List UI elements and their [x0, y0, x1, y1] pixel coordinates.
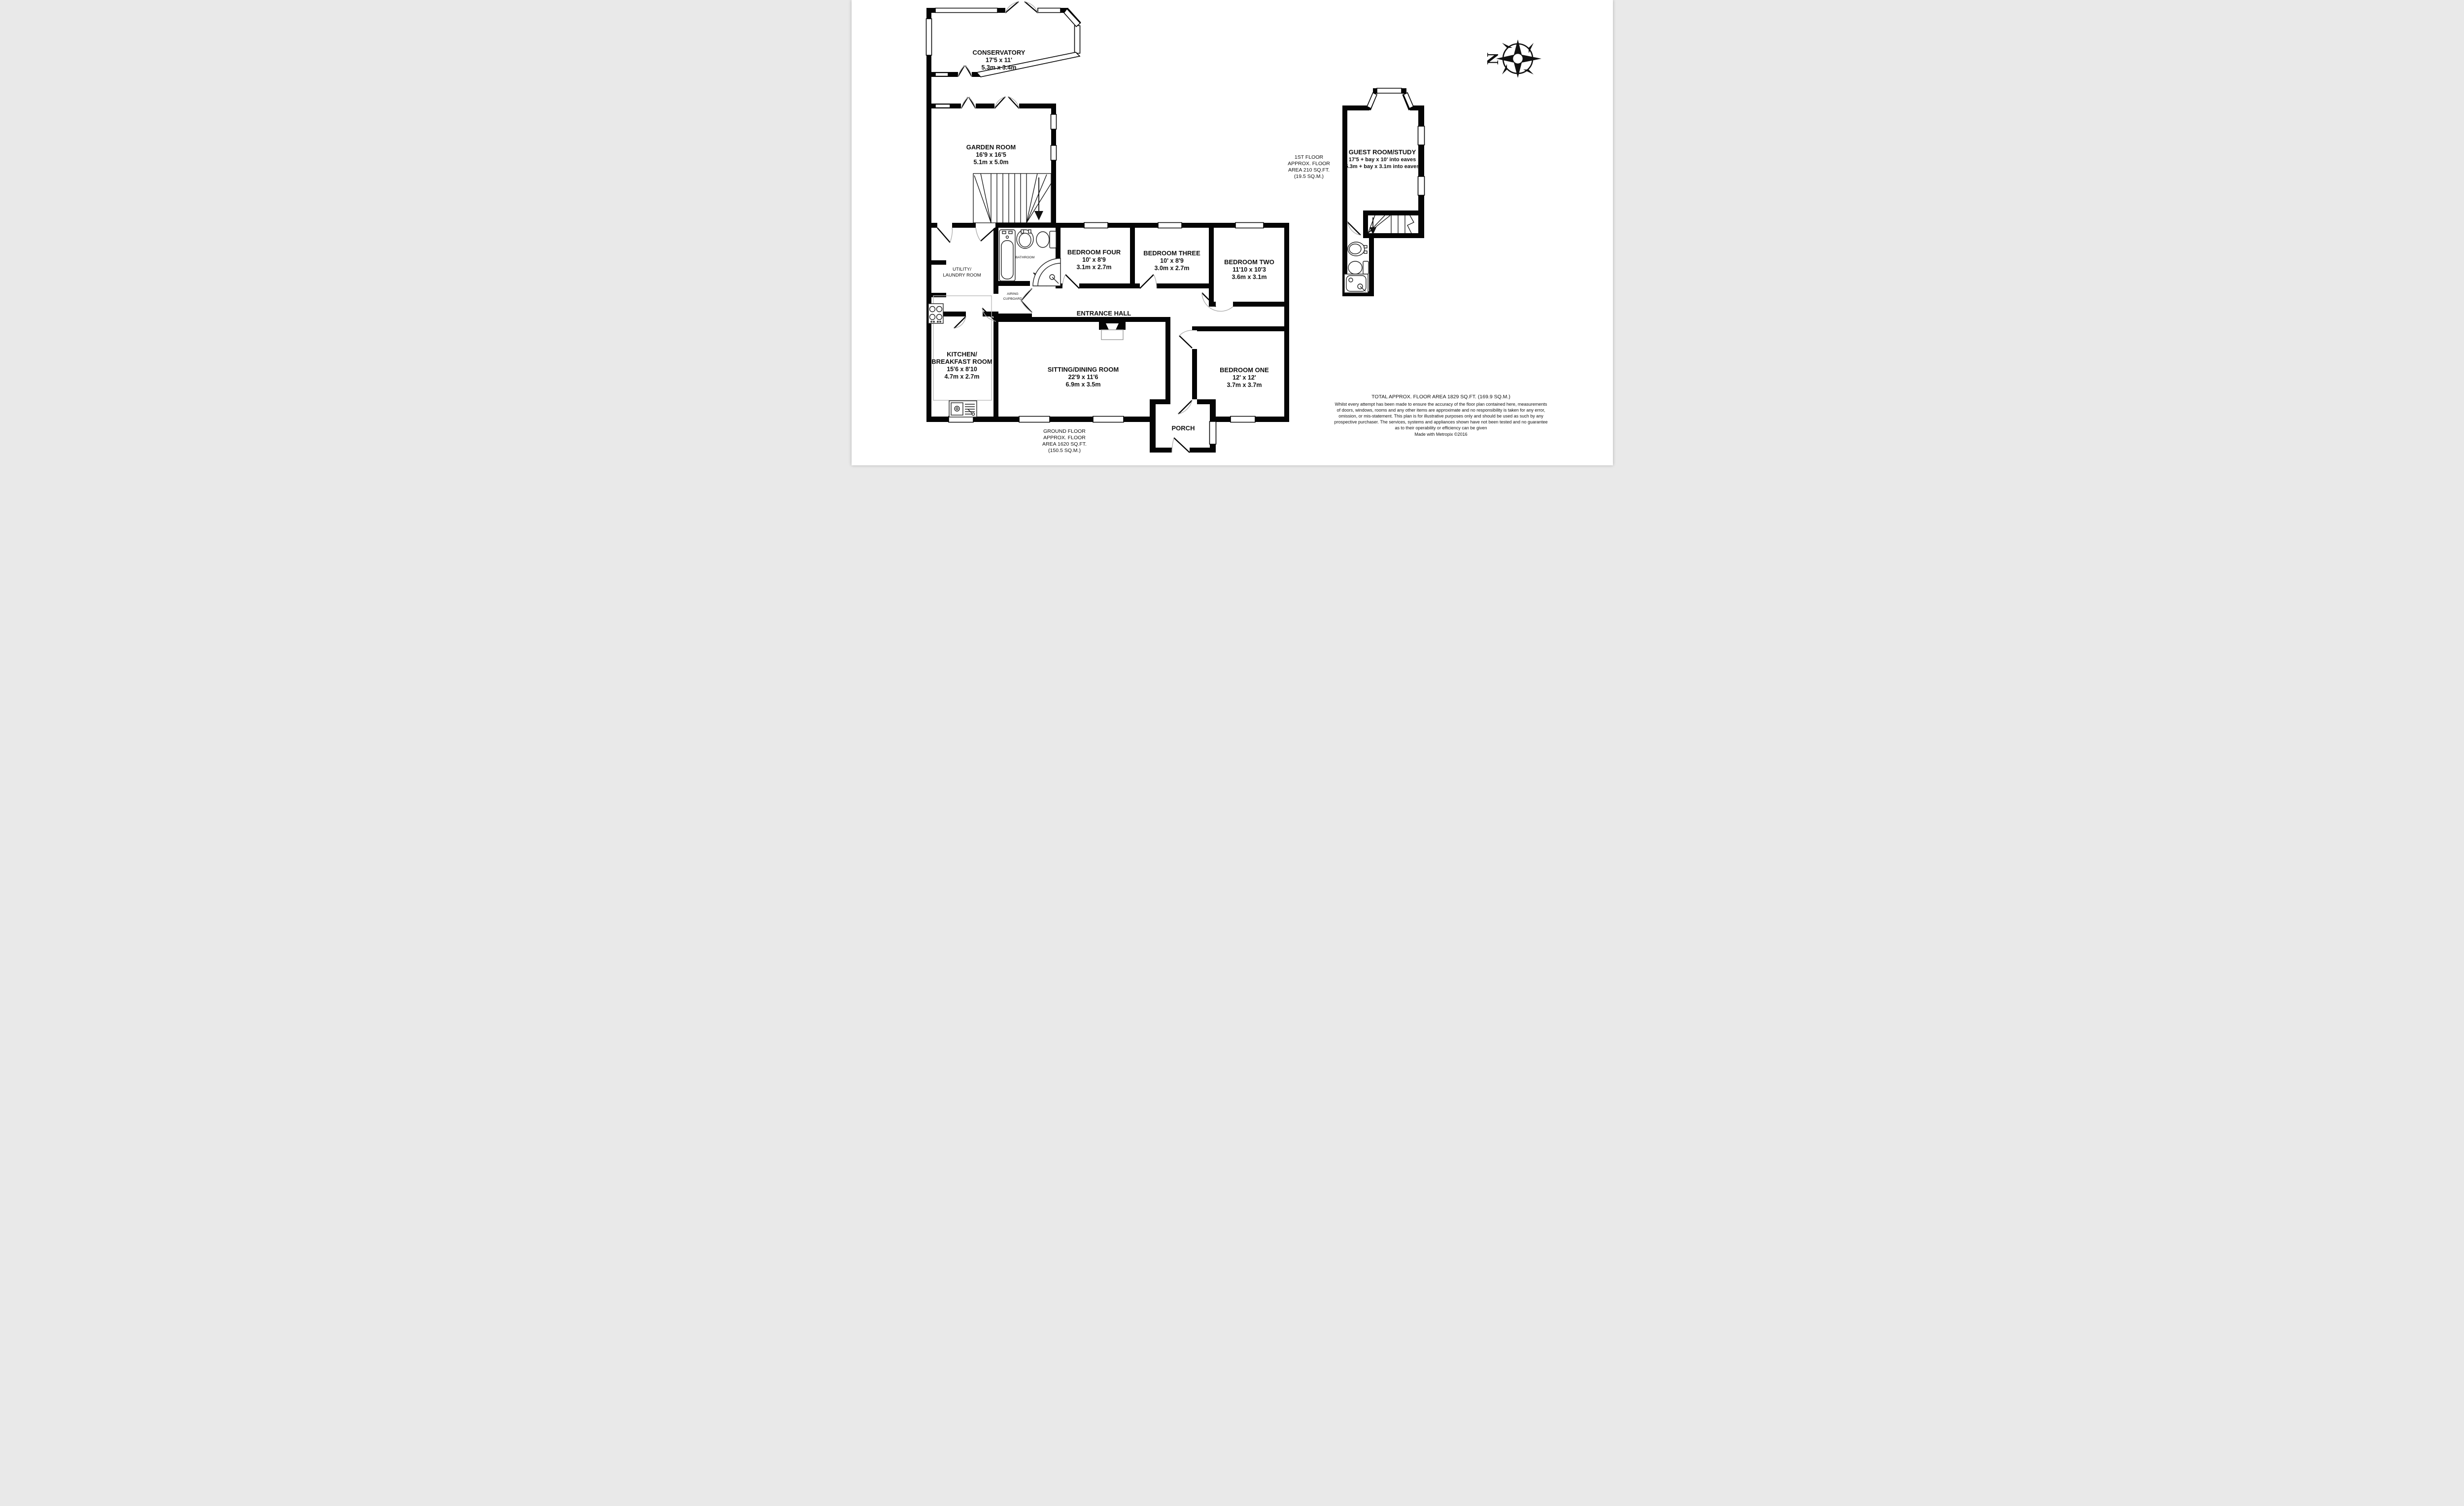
label-bedroom-two: BEDROOM TWO [1224, 258, 1274, 266]
label-bedroom-four: BEDROOM FOUR [1067, 248, 1121, 256]
footer-credit: Made with Metropix ©2016 [1414, 432, 1468, 437]
footer-disclaimer-4: prospective purchaser. The services, systems and appliances shown have not been tested and no guarantee [1334, 420, 1548, 424]
label-garden-room-ft: 16'9 x 16'5 [975, 151, 1006, 158]
label-kitchen-ft: 15'6 x 8'10 [946, 366, 977, 373]
footer-disclaimer-1: Whilst every attempt has been made to ensure the accuracy of the floor plan contained here, measurements [1335, 402, 1547, 407]
first-floor-note-2: APPROX. FLOOR [1287, 161, 1330, 167]
first-floor-note-3: AREA 210 SQ.FT. [1288, 167, 1330, 173]
label-garden-room: GARDEN ROOM [966, 143, 1016, 151]
hearth [1101, 330, 1123, 340]
bay-windows [977, 9, 1413, 108]
staircase-ground [973, 174, 1051, 223]
label-bedroom-three-ft: 10' x 8'9 [1160, 257, 1184, 264]
label-sitting-ft: 22'9 x 11'6 [1068, 374, 1098, 381]
label-guest-room: GUEST ROOM/STUDY [1348, 148, 1416, 156]
label-bedroom-three: BEDROOM THREE [1143, 249, 1200, 257]
label-conservatory-ft: 17'5 x 11' [985, 57, 1012, 64]
stairs-down-arrow [1034, 211, 1043, 220]
label-bedroom-four-ft: 10' x 8'9 [1082, 256, 1106, 263]
label-garden-room-m: 5.1m x 5.0m [973, 159, 1008, 166]
floorplan-canvas [852, 0, 1613, 465]
label-bedroom-two-m: 3.6m x 3.1m [1232, 274, 1266, 280]
label-guest-room-ft: 17'5 + bay x 10' into eaves [1348, 157, 1416, 163]
toilet-bowl-1f [1348, 261, 1362, 274]
label-utility-2: LAUNDRY ROOM [942, 273, 981, 278]
label-bedroom-one-m: 3.7m x 3.7m [1227, 382, 1262, 388]
compass-north-label: N [1483, 52, 1502, 65]
label-bedroom-three-m: 3.0m x 2.7m [1154, 265, 1189, 272]
label-bedroom-two-ft: 11'10 x 10'3 [1232, 266, 1266, 273]
label-kitchen-1: KITCHEN/ [946, 350, 977, 358]
ground-floor-note-4: (150.5 SQ.M.) [1048, 448, 1081, 454]
toilet-cistern-1f [1363, 261, 1369, 274]
toilet-bowl [1036, 232, 1049, 247]
label-sitting-m: 6.9m x 3.5m [1065, 381, 1100, 388]
ground-floor-note-3: AREA 1620 SQ.FT. [1042, 441, 1087, 447]
label-kitchen-m: 4.7m x 2.7m [944, 373, 979, 380]
ground-floor-note-1: GROUND FLOOR [1043, 428, 1086, 434]
staircase-first-floor [1368, 215, 1414, 235]
label-entrance-hall: ENTRANCE HALL [1076, 310, 1131, 317]
floorplan-page [852, 0, 1613, 465]
toilet-cistern [1050, 231, 1056, 248]
label-conservatory: CONSERVATORY [972, 49, 1025, 56]
label-airing-2: CUPBOARD [1003, 297, 1022, 301]
footer-disclaimer-5: as to their operability or efficiency can be given [1395, 425, 1487, 430]
label-airing-1: AIRING [1006, 292, 1019, 296]
shower-room-fixtures-1f [1344, 242, 1369, 293]
label-conservatory-m: 5.3m x 3.4m [981, 64, 1016, 71]
label-bedroom-one: BEDROOM ONE [1219, 366, 1269, 374]
label-sitting: SITTING/DINING ROOM [1047, 366, 1119, 373]
label-guest-room-m: 5.3m + bay x 3.1m into eaves [1345, 164, 1419, 170]
label-bedroom-four-m: 3.1m x 2.7m [1076, 264, 1111, 271]
label-bedroom-one-ft: 12' x 12' [1232, 374, 1256, 381]
ground-floor-note-2: APPROX. FLOOR [1043, 435, 1086, 441]
label-porch: PORCH [1171, 424, 1195, 432]
label-kitchen-2: BREAKFAST ROOM [931, 358, 992, 365]
label-utility-1: UTILITY/ [952, 267, 971, 272]
first-floor-note-1: 1ST FLOOR [1294, 154, 1323, 160]
footer-disclaimer-3: omission, or mis-statement. This plan is for illustrative purposes only and should be used as such by any [1338, 414, 1543, 419]
compass-rose [1484, 39, 1541, 78]
shower [1033, 258, 1061, 286]
footer-total-area: TOTAL APPROX. FLOOR AREA 1829 SQ.FT. (169.9 SQ.M.) [1371, 394, 1510, 400]
bay-corner-walls [1067, 10, 1411, 109]
footer-disclaimer-2: of doors, windows, rooms and any other items are approximate and no responsibility is taken for any error, [1336, 408, 1545, 413]
label-bathroom: BATHROOM [1015, 256, 1034, 259]
first-floor-note-4: (19.5 SQ.M.) [1294, 174, 1324, 179]
